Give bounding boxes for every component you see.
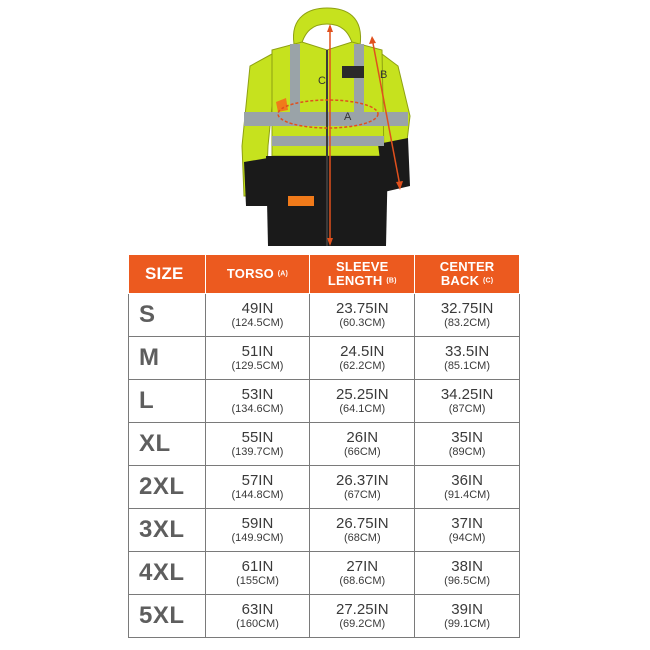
torso-cell bbox=[205, 423, 310, 466]
inch-value: 34.25IN bbox=[440, 385, 494, 403]
inch-value: 39IN bbox=[451, 600, 483, 618]
inch-value: 35IN bbox=[451, 428, 483, 446]
cm-value: (64.1CM) bbox=[339, 402, 386, 415]
sleeve-length-cell bbox=[310, 294, 415, 337]
cm-value: (67CM) bbox=[343, 488, 381, 501]
torso-cell bbox=[205, 337, 310, 380]
inch-value: 61IN bbox=[241, 557, 274, 575]
jacket-badge-pocket bbox=[342, 66, 364, 78]
size-chart-body bbox=[129, 294, 520, 638]
cm-value: (149.9CM) bbox=[231, 531, 284, 544]
inch-value: 37IN bbox=[451, 514, 483, 532]
sleeve-length-cell bbox=[310, 552, 415, 595]
cm-value: (139.7CM) bbox=[231, 445, 284, 458]
inch-value: 33.5IN bbox=[444, 342, 490, 360]
dimension-label-c: C bbox=[318, 75, 326, 87]
cm-value: (129.5CM) bbox=[231, 359, 284, 372]
center-back-cell bbox=[415, 294, 520, 337]
inch-value: 26IN bbox=[346, 428, 379, 446]
inch-value: 25.25IN bbox=[336, 385, 389, 403]
inch-value: 38IN bbox=[451, 557, 483, 575]
center-back-cell bbox=[415, 552, 520, 595]
cm-value: (66CM) bbox=[343, 445, 381, 458]
table-row bbox=[129, 380, 520, 423]
cm-value: (62.2CM) bbox=[339, 359, 386, 372]
cm-value: (144.8CM) bbox=[231, 488, 284, 501]
sleeve-length-cell bbox=[310, 595, 415, 638]
size-cell: XL bbox=[129, 423, 206, 466]
cm-value: (134.6CM) bbox=[231, 402, 284, 415]
size-chart-table bbox=[128, 254, 520, 638]
sleeve-length-cell bbox=[310, 337, 415, 380]
cm-value: (160CM) bbox=[236, 617, 279, 630]
jacket-illustration bbox=[232, 6, 422, 250]
table-row bbox=[129, 595, 520, 638]
table-row bbox=[129, 294, 520, 337]
header-sleeve-length: SLEEVE LENGTH (B) bbox=[310, 255, 415, 294]
size-chart-header-row bbox=[129, 255, 520, 294]
cm-value: (124.5CM) bbox=[231, 316, 284, 329]
jacket-left-cuff bbox=[244, 158, 268, 206]
table-row bbox=[129, 552, 520, 595]
table-row bbox=[129, 466, 520, 509]
inch-value: 26.75IN bbox=[336, 514, 389, 532]
inch-value: 24.5IN bbox=[340, 342, 385, 360]
cm-value: (99.1CM) bbox=[444, 617, 490, 630]
inch-value: 57IN bbox=[241, 471, 274, 489]
dimension-label-b: B bbox=[380, 69, 388, 81]
cm-value: (83.2CM) bbox=[444, 316, 490, 329]
header-torso: TORSO (A) bbox=[205, 255, 310, 294]
cm-value: (91.4CM) bbox=[444, 488, 490, 501]
cm-value: (94CM) bbox=[448, 531, 486, 544]
cm-value: (85.1CM) bbox=[444, 359, 490, 372]
header-size: SIZE bbox=[129, 255, 206, 294]
inch-value: 53IN bbox=[241, 385, 274, 403]
center-back-cell bbox=[415, 423, 520, 466]
table-row bbox=[129, 337, 520, 380]
cm-value: (96.5CM) bbox=[444, 574, 490, 587]
table-row bbox=[129, 423, 520, 466]
center-back-cell bbox=[415, 509, 520, 552]
center-back-cell bbox=[415, 380, 520, 423]
cm-value: (68.6CM) bbox=[339, 574, 386, 587]
inch-value: 26.37IN bbox=[336, 471, 389, 489]
torso-cell bbox=[205, 509, 310, 552]
torso-cell bbox=[205, 380, 310, 423]
dimension-label-a: A bbox=[344, 111, 352, 123]
size-cell: S bbox=[129, 294, 206, 337]
sleeve-length-cell bbox=[310, 380, 415, 423]
inch-value: 63IN bbox=[241, 600, 274, 618]
header-center-back: CENTER BACK (C) bbox=[415, 255, 520, 294]
inch-value: 32.75IN bbox=[440, 299, 494, 317]
size-cell: 3XL bbox=[129, 509, 206, 552]
center-back-cell bbox=[415, 595, 520, 638]
inch-value: 23.75IN bbox=[336, 299, 389, 317]
reflective-strap-left bbox=[290, 44, 300, 114]
cm-value: (68CM) bbox=[343, 531, 381, 544]
torso-cell bbox=[205, 466, 310, 509]
torso-cell bbox=[205, 595, 310, 638]
inch-value: 27.25IN bbox=[336, 600, 389, 618]
inch-value: 51IN bbox=[241, 342, 274, 360]
torso-cell bbox=[205, 552, 310, 595]
cm-value: (87CM) bbox=[448, 402, 486, 415]
cm-value: (69.2CM) bbox=[339, 617, 386, 630]
cm-value: (155CM) bbox=[236, 574, 279, 587]
inch-value: 59IN bbox=[241, 514, 274, 532]
size-cell: 5XL bbox=[129, 595, 206, 638]
jacket-pocket-accent bbox=[288, 196, 314, 206]
inch-value: 36IN bbox=[451, 471, 483, 489]
size-cell: M bbox=[129, 337, 206, 380]
jacket-diagram bbox=[232, 6, 422, 250]
sleeve-length-cell bbox=[310, 509, 415, 552]
center-back-cell bbox=[415, 466, 520, 509]
inch-value: 27IN bbox=[346, 557, 379, 575]
cm-value: (60.3CM) bbox=[339, 316, 386, 329]
sleeve-length-cell bbox=[310, 466, 415, 509]
sleeve-length-cell bbox=[310, 423, 415, 466]
inch-value: 55IN bbox=[241, 428, 274, 446]
size-cell: 4XL bbox=[129, 552, 206, 595]
table-row bbox=[129, 509, 520, 552]
center-back-cell bbox=[415, 337, 520, 380]
size-cell: L bbox=[129, 380, 206, 423]
size-cell: 2XL bbox=[129, 466, 206, 509]
inch-value: 49IN bbox=[241, 299, 274, 317]
cm-value: (89CM) bbox=[448, 445, 486, 458]
torso-cell bbox=[205, 294, 310, 337]
